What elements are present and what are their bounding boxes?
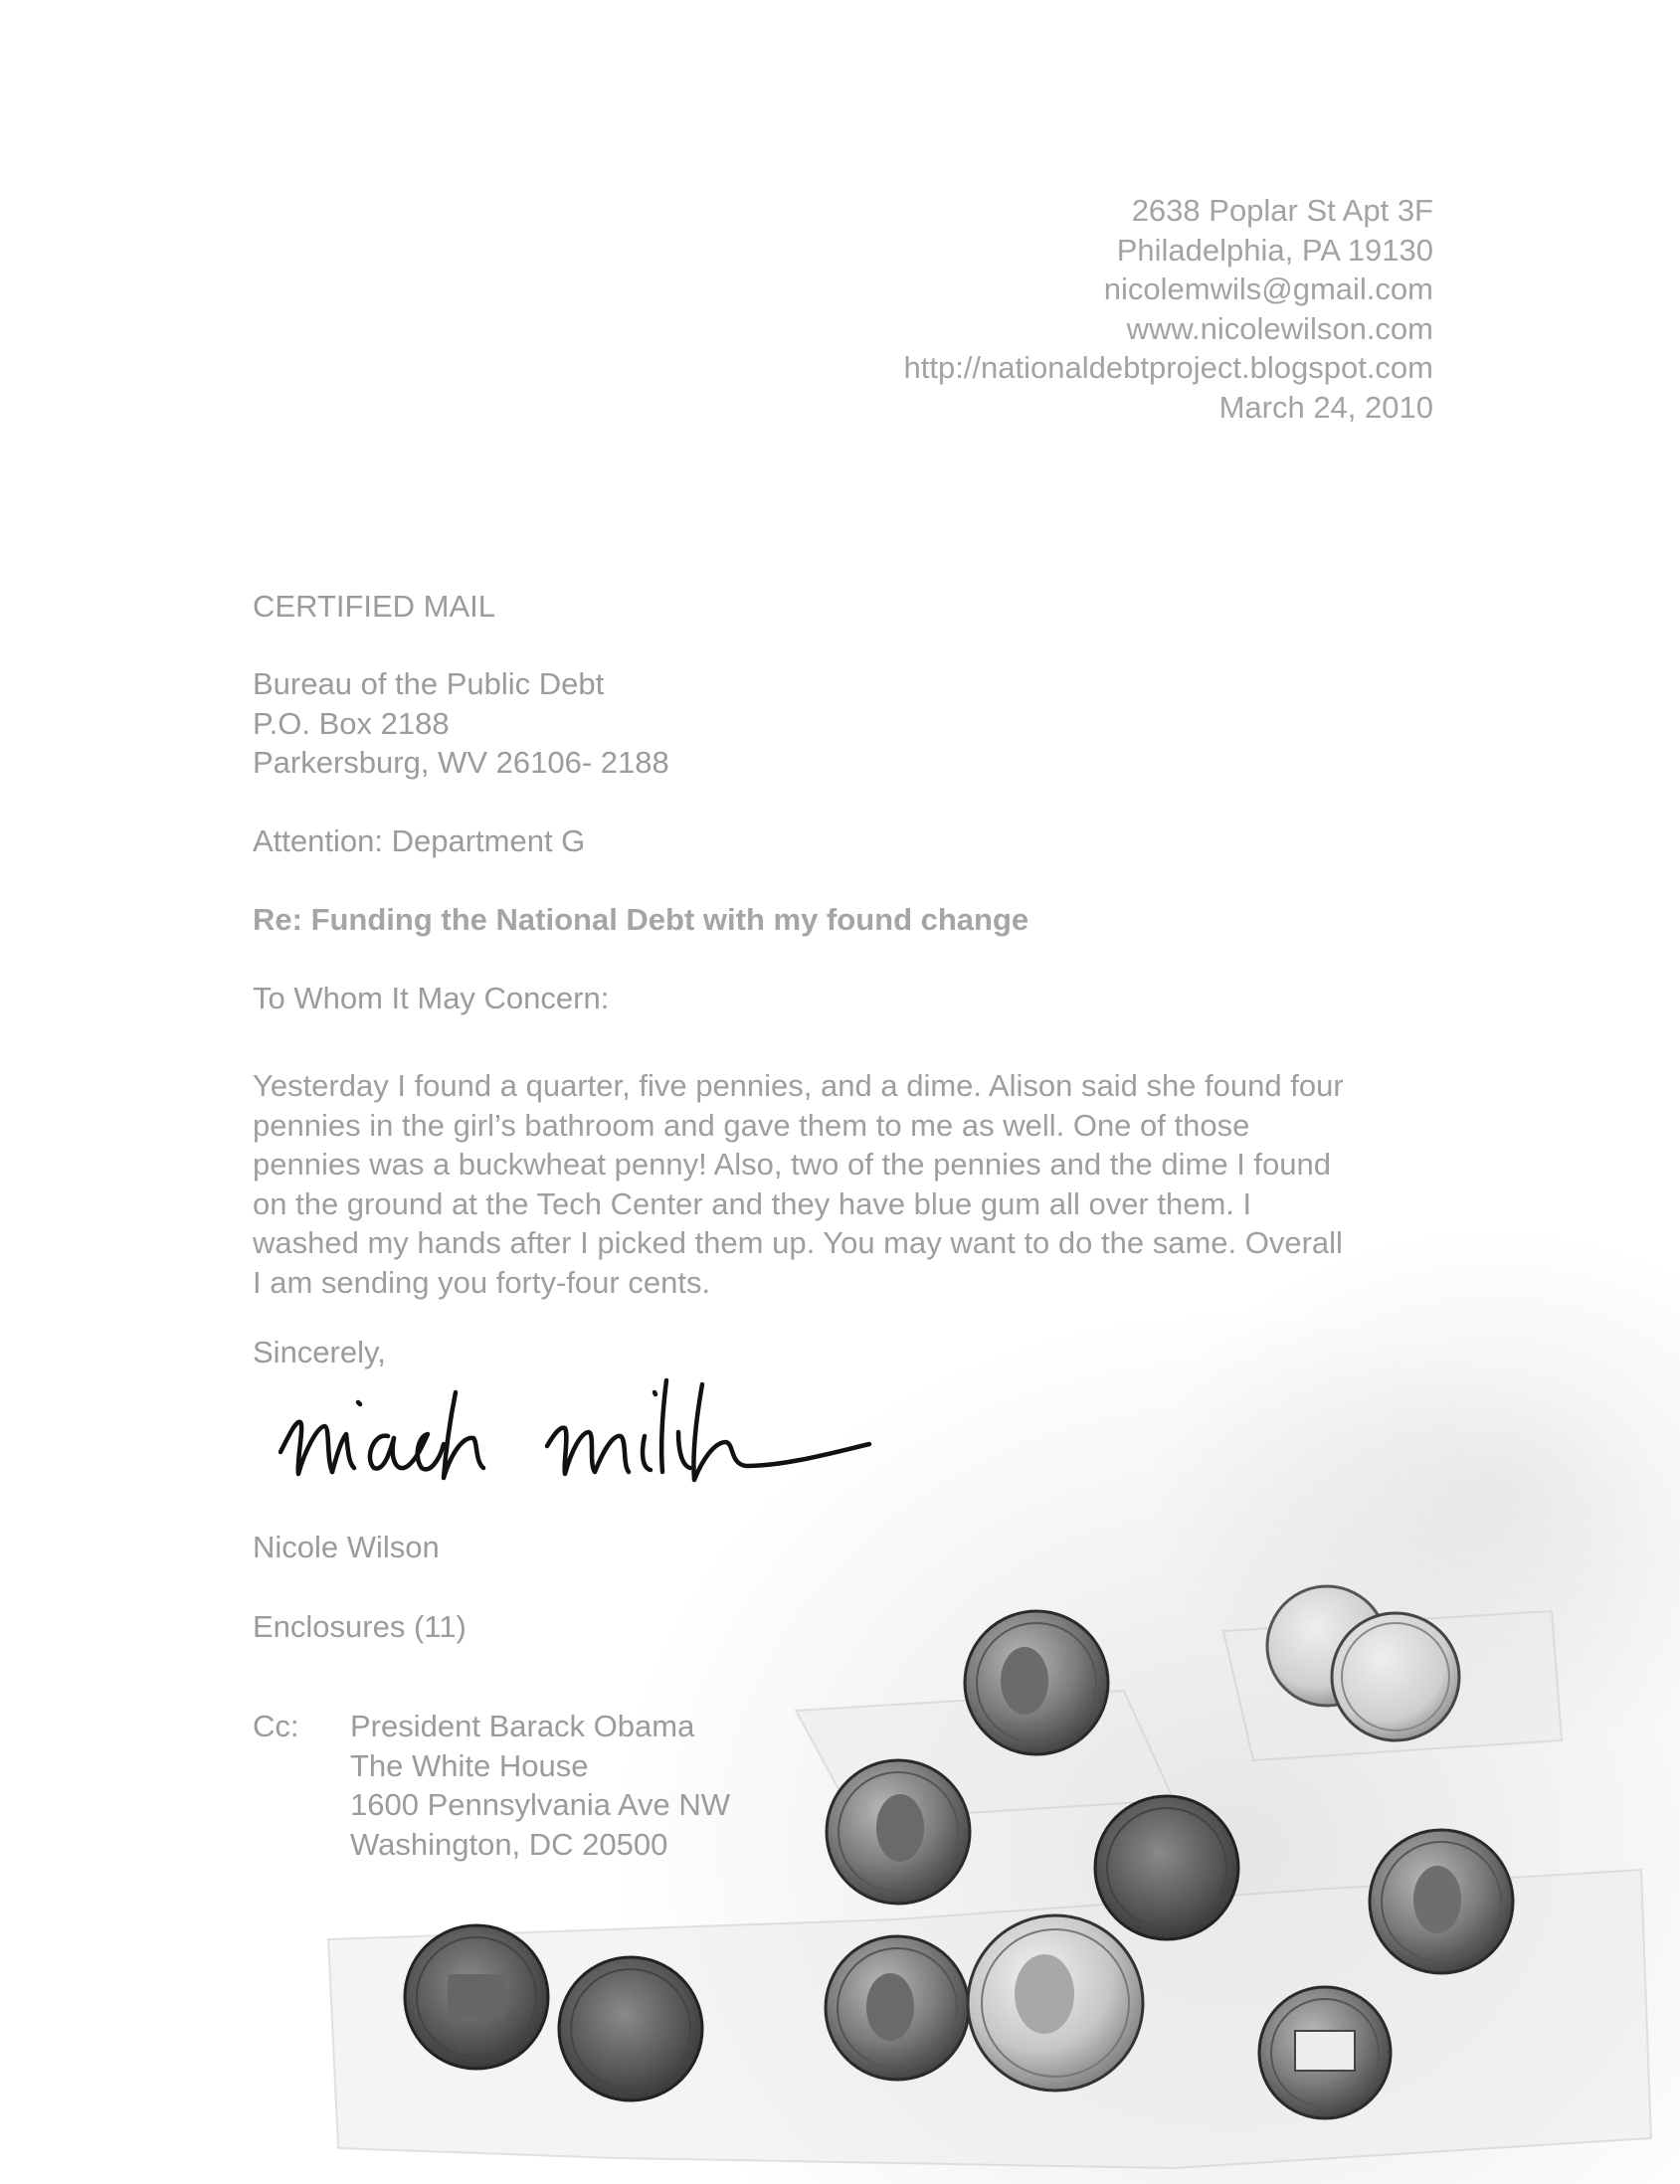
cc-recipient-block — [350, 1707, 730, 1864]
coin-dime — [1332, 1613, 1459, 1740]
body-line: pennies in the girl’s bathroom and gave them to me as well. One of those — [253, 1107, 1250, 1143]
sender-email: nicolemwils@gmail.com — [1103, 272, 1433, 307]
cc-line: President Barack Obama — [350, 1709, 695, 1743]
handwritten-signature — [279, 1363, 875, 1502]
body-line: I am sending you forty-four cents. — [253, 1264, 711, 1300]
cc-label: Cc: — [253, 1709, 299, 1743]
cc-line: The White House — [350, 1747, 589, 1783]
body-line: pennies was a buckwheat penny! Also, two of the pennies and the dime I found — [253, 1147, 1332, 1183]
salutation: To Whom It May Concern: — [253, 981, 610, 1015]
sender-website: www.nicolewilson.com — [1126, 310, 1433, 346]
coin-penny-3 — [1095, 1796, 1238, 1939]
coin-penny-6 — [559, 1957, 702, 2100]
coin-penny-1 — [965, 1611, 1108, 1754]
letter-date: March 24, 2010 — [1218, 389, 1433, 425]
coin-penny-7 — [826, 1936, 969, 2080]
coin-penny-9 — [1267, 1586, 1387, 1706]
sender-street: 2638 Poplar St Apt 3F — [1131, 193, 1433, 228]
body-line: Yesterday I found a quarter, five pennies, and a dime. Alison said she found four — [253, 1068, 1344, 1103]
recipient-po-box: P.O. Box 2188 — [253, 705, 450, 741]
letter-body — [253, 1066, 1446, 1303]
coin-penny-2 — [827, 1760, 970, 1904]
coin-quarter — [968, 1915, 1143, 2091]
coin-penny-5 — [405, 1925, 548, 2069]
recipient-name: Bureau of the Public Debt — [253, 666, 605, 701]
cc-line: 1600 Pennsylvania Ave NW — [350, 1787, 730, 1823]
body-line: on the ground at the Tech Center and they have blue gum all over them. I — [253, 1185, 1252, 1221]
sender-city: Philadelphia, PA 19130 — [1116, 232, 1433, 268]
sender-address-block — [903, 191, 1433, 428]
mail-type: CERTIFIED MAIL — [253, 589, 496, 624]
body-line: washed my hands after I picked them up. You may want to do the same. Overall — [253, 1225, 1343, 1261]
coin-penny-4 — [1370, 1830, 1513, 1973]
signer-name: Nicole Wilson — [253, 1530, 440, 1564]
attention-line: Attention: Department G — [253, 823, 586, 858]
subject-line: Re: Funding the National Debt with my found change — [253, 902, 1029, 937]
coin-penny-8 — [1259, 1987, 1391, 2118]
closing: Sincerely, — [253, 1335, 386, 1369]
cc-line: Washington, DC 20500 — [350, 1826, 668, 1862]
sender-blog: http://nationaldebtproject.blogspot.com — [903, 350, 1433, 386]
recipient-city: Parkersburg, WV 26106- 2188 — [253, 745, 669, 781]
enclosures-line: Enclosures (11) — [253, 1609, 467, 1644]
